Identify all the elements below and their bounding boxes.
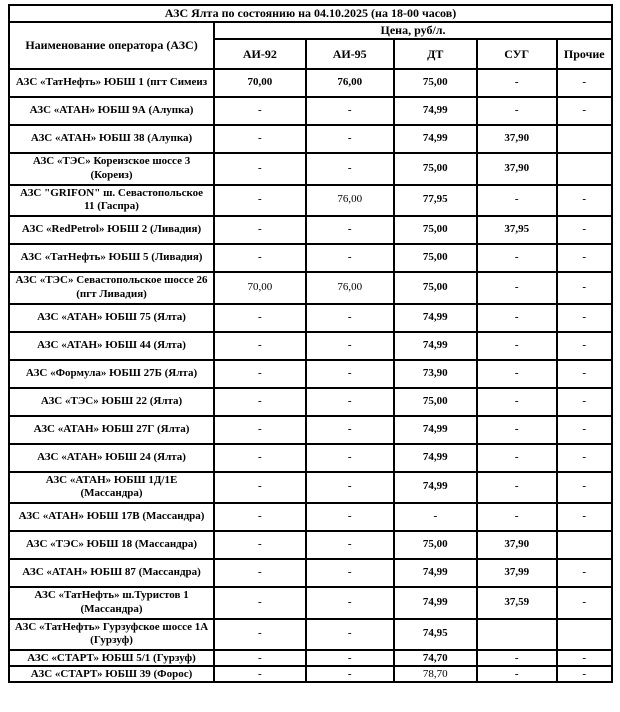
price-value: - <box>347 251 352 264</box>
station-name-cell: АЗС «ТЭС» Севастопольское шоссе 26 (пгт Ливадия) <box>9 272 214 304</box>
price-cell-sug <box>477 360 557 388</box>
price-value: - <box>347 510 352 523</box>
price-value: - <box>258 651 262 664</box>
price-cell-dt <box>394 97 477 125</box>
station-name-cell: АЗС «АТАН» ЮБШ 17В (Массандра) <box>9 503 214 531</box>
price-cell-sug <box>477 69 557 97</box>
price-cell-sug <box>477 416 557 444</box>
price-value: 74,99 <box>422 338 448 351</box>
price-cell-ai95 <box>306 416 394 444</box>
price-cell-ai95 <box>306 97 394 125</box>
table-row <box>9 503 612 531</box>
price-cell-ai92 <box>214 666 306 682</box>
price-value: - <box>514 76 519 89</box>
price-cell-sug <box>477 332 557 360</box>
price-cell-dt <box>394 360 477 388</box>
price-value: - <box>582 280 587 293</box>
price-cell-other <box>557 472 613 504</box>
price-value: 77,95 <box>422 193 448 206</box>
price-value: - <box>347 450 352 463</box>
column-header-dt: ДТ <box>394 39 477 69</box>
price-value: - <box>582 422 587 435</box>
price-cell-ai92 <box>214 388 306 416</box>
price-value: - <box>258 627 262 640</box>
price-cell-dt <box>394 650 477 666</box>
station-name-cell: АЗС "GRIFON" ш. Севастопольское 11 (Гаспра) <box>9 185 214 217</box>
price-value: - <box>347 422 352 435</box>
price-cell-dt <box>394 472 477 504</box>
table-row <box>9 244 612 272</box>
price-value: - <box>258 193 262 206</box>
price-value: - <box>582 510 587 523</box>
station-name-cell: АЗС «АТАН» ЮБШ 44 (Ялта) <box>9 332 214 360</box>
price-cell-other <box>557 619 613 651</box>
price-cell-ai95 <box>306 304 394 332</box>
table-row <box>9 185 612 217</box>
price-value: - <box>347 651 352 664</box>
price-cell-sug <box>477 472 557 504</box>
price-value: - <box>347 310 352 323</box>
price-cell-ai92 <box>214 304 306 332</box>
price-value: - <box>514 667 519 680</box>
price-cell-sug <box>477 666 557 682</box>
table-row <box>9 587 612 619</box>
price-cell-ai92 <box>214 244 306 272</box>
price-value: - <box>347 223 352 236</box>
price-value: 76,00 <box>337 280 363 293</box>
price-value: - <box>347 104 352 117</box>
price-value: 74,99 <box>422 595 448 608</box>
price-cell-ai95 <box>306 472 394 504</box>
station-name-cell: АЗС «АТАН» ЮБШ 75 (Ялта) <box>9 304 214 332</box>
price-cell-dt <box>394 185 477 217</box>
price-cell-other <box>557 360 613 388</box>
price-value: - <box>582 338 587 351</box>
price-value: 74,99 <box>422 480 448 493</box>
price-value: - <box>582 651 587 664</box>
station-name-cell: АЗС «СТАРТ» ЮБШ 39 (Форос) <box>9 666 214 682</box>
price-value: - <box>514 338 519 351</box>
price-cell-dt <box>394 332 477 360</box>
price-value: - <box>582 394 587 407</box>
column-header-other: Прочие <box>557 39 613 69</box>
price-value: 74,95 <box>422 627 448 640</box>
price-cell-ai92 <box>214 444 306 472</box>
price-value: - <box>582 366 587 379</box>
price-value: - <box>347 480 352 493</box>
price-cell-other <box>557 444 613 472</box>
price-value: 37,90 <box>504 161 530 174</box>
table-row <box>9 472 612 504</box>
price-value: 37,99 <box>504 566 530 579</box>
table-row <box>9 444 612 472</box>
table-row <box>9 125 612 153</box>
price-cell-other <box>557 559 613 587</box>
price-cell-sug <box>477 388 557 416</box>
price-cell-other <box>557 531 613 559</box>
station-name-cell: АЗС «ТатНефть» ЮБШ 5 (Ливадия) <box>9 244 214 272</box>
price-value: - <box>258 450 262 463</box>
column-header-ai92: АИ-92 <box>214 39 306 69</box>
station-name-cell: АЗС «АТАН» ЮБШ 9А (Алупка) <box>9 97 214 125</box>
price-cell-dt <box>394 69 477 97</box>
price-cell-sug <box>477 650 557 666</box>
station-name-cell: АЗС «АТАН» ЮБШ 27Г (Ялта) <box>9 416 214 444</box>
price-cell-sug <box>477 587 557 619</box>
price-value: - <box>582 566 587 579</box>
table-row <box>9 332 612 360</box>
price-value: - <box>514 310 519 323</box>
price-cell-sug <box>477 185 557 217</box>
price-cell-ai95 <box>306 244 394 272</box>
price-cell-other <box>557 587 613 619</box>
price-cell-ai95 <box>306 503 394 531</box>
column-header-ai95: АИ-95 <box>306 39 394 69</box>
price-cell-dt <box>394 216 477 244</box>
price-cell-sug <box>477 619 557 651</box>
price-cell-sug <box>477 125 557 153</box>
table-row <box>9 650 612 666</box>
price-cell-ai95 <box>306 650 394 666</box>
price-value: - <box>258 422 262 435</box>
table-row <box>9 216 612 244</box>
price-value: - <box>347 627 352 640</box>
price-cell-ai95 <box>306 272 394 304</box>
price-cell-ai92 <box>214 650 306 666</box>
price-value: - <box>582 104 587 117</box>
price-cell-ai92 <box>214 503 306 531</box>
price-value: - <box>347 338 352 351</box>
price-value: 75,00 <box>422 76 448 89</box>
price-value: 74,99 <box>422 104 448 117</box>
price-value: 37,90 <box>504 132 530 145</box>
price-value: - <box>514 104 519 117</box>
price-table-body <box>9 5 612 682</box>
price-cell-dt <box>394 666 477 682</box>
price-cell-ai95 <box>306 531 394 559</box>
price-value: 73,90 <box>422 366 448 379</box>
column-header-price: Цена, руб/л. <box>214 22 612 39</box>
price-value: - <box>258 104 262 117</box>
price-cell-dt <box>394 531 477 559</box>
price-value: - <box>347 595 352 608</box>
price-value: 74,70 <box>422 651 448 664</box>
table-row <box>9 388 612 416</box>
price-cell-dt <box>394 416 477 444</box>
price-cell-dt <box>394 587 477 619</box>
price-cell-other <box>557 153 613 185</box>
price-value: - <box>582 223 587 236</box>
fuel-price-table <box>8 4 613 683</box>
price-value: 74,99 <box>422 132 448 145</box>
price-value: - <box>347 161 352 174</box>
station-name-cell: АЗС «АТАН» ЮБШ 24 (Ялта) <box>9 444 214 472</box>
price-cell-other <box>557 332 613 360</box>
price-value: - <box>258 480 262 493</box>
price-value: - <box>258 310 262 323</box>
price-value: - <box>347 366 352 379</box>
price-value: 78,70 <box>422 667 448 680</box>
station-name-cell: АЗС «RedPetrol» ЮБШ 2 (Ливадия) <box>9 216 214 244</box>
table-row <box>9 360 612 388</box>
price-value: - <box>514 251 519 264</box>
column-header-sug: СУГ <box>477 39 557 69</box>
price-cell-ai92 <box>214 472 306 504</box>
price-cell-other <box>557 388 613 416</box>
price-value: 75,00 <box>422 161 448 174</box>
station-name-cell: АЗС «ТЭС» ЮБШ 18 (Массандра) <box>9 531 214 559</box>
price-cell-other <box>557 416 613 444</box>
price-value: 37,95 <box>504 223 530 236</box>
table-row <box>9 619 612 651</box>
price-cell-ai95 <box>306 216 394 244</box>
price-cell-sug <box>477 216 557 244</box>
table-row <box>9 69 612 97</box>
price-cell-ai95 <box>306 666 394 682</box>
station-name-cell: АЗС «ТатНефть» Гурзуфское шоссе 1А (Гурзуф) <box>9 619 214 651</box>
price-cell-ai95 <box>306 125 394 153</box>
price-cell-sug <box>477 444 557 472</box>
price-cell-ai92 <box>214 185 306 217</box>
price-cell-ai95 <box>306 444 394 472</box>
table-title: АЗС Ялта по состоянию на 04.10.2025 (на 18-00 часов) <box>9 5 612 22</box>
table-row <box>9 559 612 587</box>
station-name-cell: АЗС «АТАН» ЮБШ 87 (Массандра) <box>9 559 214 587</box>
price-cell-ai92 <box>214 125 306 153</box>
table-row <box>9 272 612 304</box>
header-row-price <box>9 22 612 39</box>
price-cell-dt <box>394 559 477 587</box>
price-value: - <box>582 450 587 463</box>
price-cell-dt <box>394 304 477 332</box>
price-cell-sug <box>477 304 557 332</box>
price-value: 75,00 <box>422 251 448 264</box>
price-value: - <box>347 132 352 145</box>
price-cell-other <box>557 272 613 304</box>
station-name-cell: АЗС «Формула» ЮБШ 27Б (Ялта) <box>9 360 214 388</box>
price-cell-other <box>557 304 613 332</box>
station-name-cell: АЗС «ТЭС» Кореизское шоссе 3 (Кореиз) <box>9 153 214 185</box>
price-value: - <box>258 394 262 407</box>
price-value: 74,99 <box>422 566 448 579</box>
station-name-cell: АЗС «ТатНефть» ш.Туристов 1 (Массандра) <box>9 587 214 619</box>
price-value: - <box>514 193 519 206</box>
price-cell-ai95 <box>306 587 394 619</box>
price-value: - <box>582 667 587 680</box>
station-name-cell: АЗС «АТАН» ЮБШ 1Д/1Е (Массандра) <box>9 472 214 504</box>
price-value: - <box>347 394 352 407</box>
station-name-cell: АЗС «ТЭС» ЮБШ 22 (Ялта) <box>9 388 214 416</box>
price-cell-sug <box>477 153 557 185</box>
price-value: - <box>514 366 519 379</box>
price-cell-other <box>557 69 613 97</box>
price-cell-dt <box>394 388 477 416</box>
price-value: 70,00 <box>247 280 273 293</box>
price-cell-ai95 <box>306 619 394 651</box>
price-value: 70,00 <box>247 76 273 89</box>
price-cell-ai95 <box>306 360 394 388</box>
price-value: 75,00 <box>422 538 448 551</box>
price-cell-other <box>557 503 613 531</box>
price-value: - <box>514 450 519 463</box>
price-value: 74,99 <box>422 450 448 463</box>
price-value: 74,99 <box>422 310 448 323</box>
price-cell-ai92 <box>214 619 306 651</box>
price-cell-sug <box>477 97 557 125</box>
price-value: - <box>347 566 352 579</box>
price-cell-dt <box>394 503 477 531</box>
price-cell-ai95 <box>306 185 394 217</box>
price-value: - <box>582 310 587 323</box>
price-cell-ai92 <box>214 531 306 559</box>
column-header-operator-name: Наименование оператора (АЗС) <box>9 22 214 69</box>
table-row <box>9 416 612 444</box>
table-row <box>9 97 612 125</box>
price-cell-sug <box>477 503 557 531</box>
price-value: - <box>258 338 262 351</box>
price-value: - <box>514 510 519 523</box>
price-cell-sug <box>477 272 557 304</box>
price-cell-other <box>557 244 613 272</box>
price-cell-ai92 <box>214 587 306 619</box>
price-value: - <box>347 538 352 551</box>
price-value: 75,00 <box>422 280 448 293</box>
price-cell-other <box>557 650 613 666</box>
price-value: - <box>514 651 519 664</box>
price-value: - <box>582 193 587 206</box>
price-value: 74,99 <box>422 422 448 435</box>
price-value: - <box>258 510 262 523</box>
price-value: - <box>258 223 262 236</box>
price-cell-ai95 <box>306 153 394 185</box>
station-name-cell: АЗС «ТатНефть» ЮБШ 1 (пгт Симеиз <box>9 69 214 97</box>
price-value: - <box>258 595 262 608</box>
price-cell-dt <box>394 244 477 272</box>
table-row <box>9 531 612 559</box>
price-cell-ai95 <box>306 332 394 360</box>
price-cell-other <box>557 185 613 217</box>
price-value: - <box>582 251 587 264</box>
price-cell-ai95 <box>306 388 394 416</box>
price-cell-sug <box>477 559 557 587</box>
price-cell-ai92 <box>214 216 306 244</box>
price-value: 76,00 <box>337 193 363 206</box>
price-value: - <box>514 280 519 293</box>
price-value: - <box>258 667 262 680</box>
price-value: - <box>514 394 519 407</box>
price-cell-dt <box>394 153 477 185</box>
price-cell-ai92 <box>214 97 306 125</box>
price-cell-ai92 <box>214 272 306 304</box>
station-name-cell: АЗС «СТАРТ» ЮБШ 5/1 (Гурзуф) <box>9 650 214 666</box>
price-value: 76,00 <box>337 76 363 89</box>
price-cell-ai92 <box>214 416 306 444</box>
price-cell-other <box>557 666 613 682</box>
price-value: - <box>582 595 587 608</box>
price-value: 75,00 <box>422 394 448 407</box>
price-cell-ai92 <box>214 360 306 388</box>
price-cell-ai92 <box>214 69 306 97</box>
station-name-cell: АЗС «АТАН» ЮБШ 38 (Алупка) <box>9 125 214 153</box>
price-cell-ai92 <box>214 332 306 360</box>
price-cell-other <box>557 97 613 125</box>
price-value: - <box>258 566 262 579</box>
price-value: - <box>258 366 262 379</box>
price-value: - <box>258 251 262 264</box>
price-value: - <box>582 76 587 89</box>
price-value: 37,90 <box>504 538 530 551</box>
price-value: - <box>514 480 519 493</box>
price-cell-dt <box>394 272 477 304</box>
price-cell-dt <box>394 125 477 153</box>
price-value: - <box>582 480 587 493</box>
price-cell-ai92 <box>214 559 306 587</box>
table-row <box>9 153 612 185</box>
price-value: - <box>258 538 262 551</box>
table-row <box>9 666 612 682</box>
price-cell-dt <box>394 619 477 651</box>
price-cell-ai95 <box>306 69 394 97</box>
price-cell-sug <box>477 531 557 559</box>
price-value: 37,59 <box>504 595 530 608</box>
table-title-row <box>9 5 612 22</box>
price-cell-ai95 <box>306 559 394 587</box>
price-cell-other <box>557 125 613 153</box>
price-value: - <box>258 161 262 174</box>
price-value: - <box>514 422 519 435</box>
price-value: - <box>347 667 352 680</box>
price-cell-dt <box>394 444 477 472</box>
price-value: - <box>258 132 262 145</box>
price-cell-ai92 <box>214 153 306 185</box>
table-row <box>9 304 612 332</box>
price-value: - <box>433 510 438 523</box>
price-cell-sug <box>477 244 557 272</box>
price-value: 75,00 <box>422 223 448 236</box>
price-cell-other <box>557 216 613 244</box>
